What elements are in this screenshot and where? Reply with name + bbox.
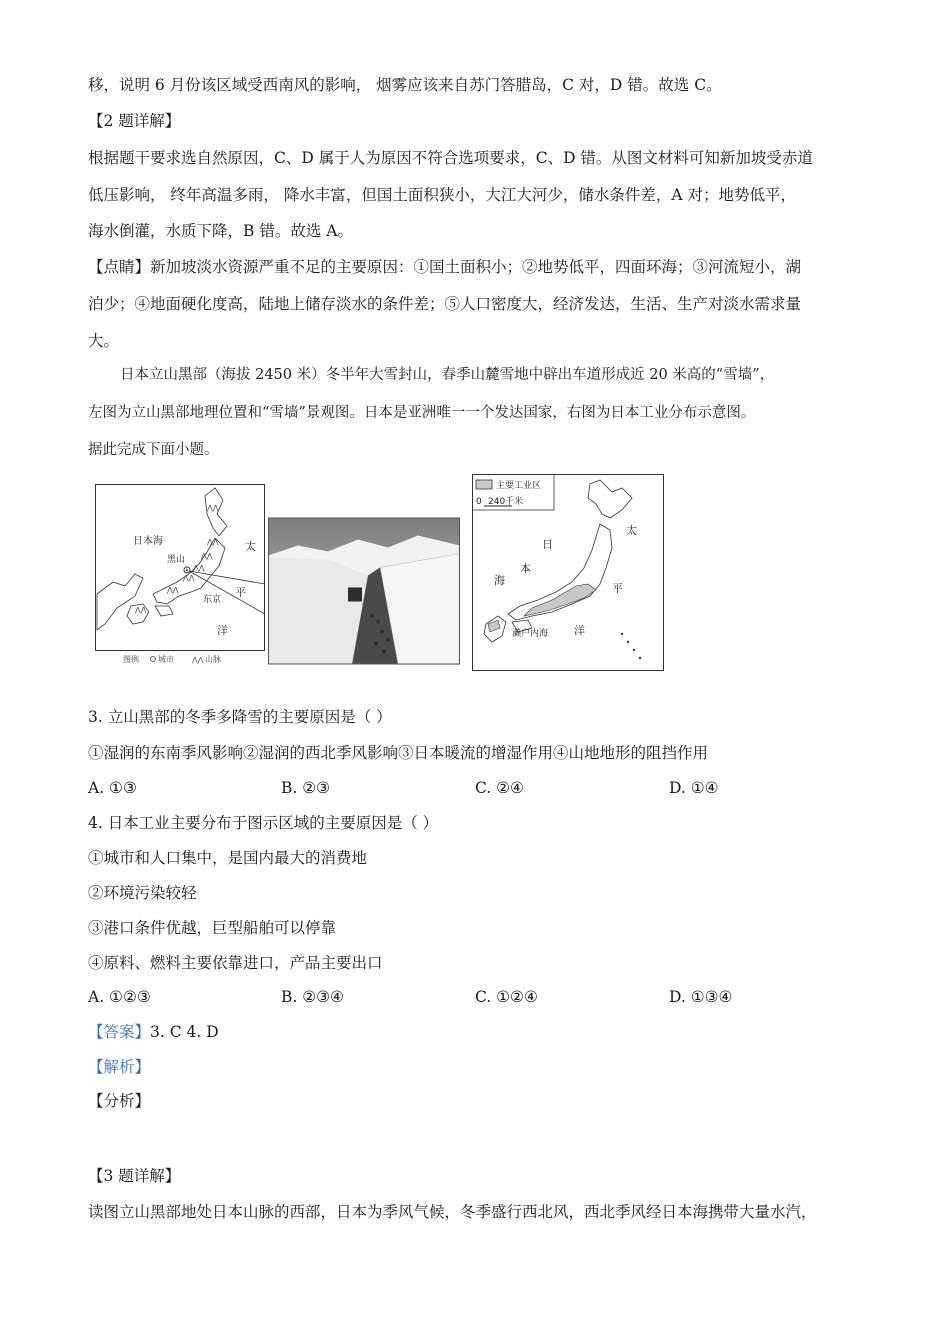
legend-city-icon — [151, 657, 156, 662]
section-heading: 【2 题详解】 — [88, 112, 181, 130]
question-statement: ③港口条件优越，巨型船舶可以停靠 — [88, 919, 337, 937]
question-stem: 4. 日本工业主要分布于图示区域的主要原因是（ ） — [88, 814, 439, 832]
legend-industry-swatch — [476, 480, 492, 489]
ocean-label: 太 — [245, 540, 256, 553]
ocean-label: 洋 — [574, 624, 585, 637]
legend-prefix: 图例 — [123, 655, 139, 664]
legend-mountain-icon: ⋀⋀ — [192, 656, 204, 664]
sea-label: 海 — [494, 574, 505, 587]
answer-line — [88, 1021, 219, 1043]
fenxi-label: 【分析】 — [88, 1092, 151, 1110]
paragraph-line: 海水倒灌，水质下降，B 错。故选 A。 — [88, 222, 353, 240]
material-line: 左图为立山黑部地理位置和“雪墙”景观图。日本是亚洲唯一一个发达国家，右图为日本工业分布示意图。 — [88, 405, 756, 421]
option-d: D. ①④ — [669, 779, 719, 797]
option-b: B. ②③④ — [281, 988, 344, 1006]
question-statement: ①湿润的东南季风影响②湿润的西北季风影响③日本暖流的增湿作用④山地地形的阻挡作用 — [88, 744, 709, 762]
snow-wall-photo — [268, 492, 460, 690]
material-line: 据此完成下面小题。 — [88, 442, 219, 458]
japan-location-map — [95, 474, 265, 672]
paragraph-line: 读图立山黑部地处日本山脉的西部，日本为季风气候，冬季盛行西北风，西北季风经日本海携带大量水汽， — [88, 1203, 817, 1221]
svg-text:⋀⋀: ⋀⋀ — [201, 552, 213, 560]
city-marker-dot — [186, 569, 188, 571]
svg-text:⋀⋀: ⋀⋀ — [135, 606, 147, 614]
sea-label: 本 — [520, 562, 531, 575]
option-c: C. ①②④ — [475, 988, 538, 1006]
legend-city-label: 城市 — [158, 655, 174, 664]
paragraph-line: 移，说明 6 月份该区域受西南风的影响， 烟雾应该来自苏门答腊岛，C 对，D 错。故选 C。 — [88, 76, 722, 94]
legend-industry-label: 主要工业区 — [496, 481, 542, 491]
city-label: 黑山 — [167, 555, 186, 565]
inland-sea-label: 濑户内海 — [512, 629, 549, 639]
svg-text:⋀⋀: ⋀⋀ — [207, 504, 219, 512]
legend-mountain-label: 山脉 — [205, 655, 221, 664]
svg-text:⋀⋀: ⋀⋀ — [193, 564, 205, 572]
svg-text:⋀⋀: ⋀⋀ — [183, 574, 195, 582]
ocean-label: 太 — [626, 524, 637, 537]
scale-value: 240千米 — [488, 497, 524, 507]
section-heading: 【3 题详解】 — [88, 1167, 181, 1185]
paragraph-line: 低压影响， 终年高温多雨， 降水丰富，但国土面积狭小，大江大河少，储水条件差，A 对；地势低平， — [88, 186, 796, 204]
option-a: A. ①③ — [88, 779, 137, 797]
map-frame — [96, 485, 265, 651]
question-statement: ④原料、燃料主要依靠进口，产品主要出口 — [88, 954, 383, 972]
question-statement: ①城市和人口集中，是国内最大的消费地 — [88, 849, 368, 867]
paragraph-line: 根据题干要求选自然原因，C、D 属于人为原因不符合选项要求，C、D 错。从图文材料可知新加坡受赤道 — [88, 149, 813, 167]
option-c: C. ②④ — [475, 779, 524, 797]
option-b: B. ②③ — [281, 779, 331, 797]
snow-wall-left — [268, 558, 368, 665]
bus — [348, 588, 362, 602]
city-label: 东京 — [203, 595, 222, 605]
option-d: D. ①③④ — [669, 988, 733, 1006]
paragraph-line: 【点睛】新加坡淡水资源严重不足的主要原因：①国土面积小；②地势低平，四面环海；③河流短小，湖 — [88, 258, 802, 276]
sea-of-japan-label: 日本海 — [133, 536, 163, 547]
ocean-label: 洋 — [217, 624, 228, 637]
paragraph-line: 泊少；④地面硬化度高，陆地上储存淡水的条件差；⑤人口密度大，经济发达，生活、生产对淡水需求量 — [88, 295, 802, 313]
answer-label: 【答案】 — [88, 1023, 151, 1041]
answer-text: 3. C 4. D — [150, 1023, 219, 1041]
svg-text:⋀⋀: ⋀⋀ — [167, 586, 179, 594]
option-a: A. ①②③ — [88, 988, 151, 1006]
analysis-label: 【解析】 — [88, 1058, 151, 1076]
question-stem: 3. 立山黑部的冬季多降雪的主要原因是（ ） — [88, 708, 392, 726]
ocean-label: 平 — [235, 586, 246, 599]
question-statement: ②环境污染较轻 — [88, 884, 197, 902]
japan-industry-map — [472, 474, 664, 672]
material-line: 日本立山黑部（海拔 2450 米）冬半年大雪封山，春季山麓雪地中辟出车道形成近 20 米高的“雪墙”， — [120, 367, 775, 383]
scale-zero: 0 — [476, 497, 482, 507]
paragraph-line: 大。 — [88, 332, 120, 350]
svg-text:⋀⋀: ⋀⋀ — [207, 538, 219, 546]
ocean-label: 平 — [612, 582, 623, 595]
sea-label: 日 — [542, 538, 553, 551]
